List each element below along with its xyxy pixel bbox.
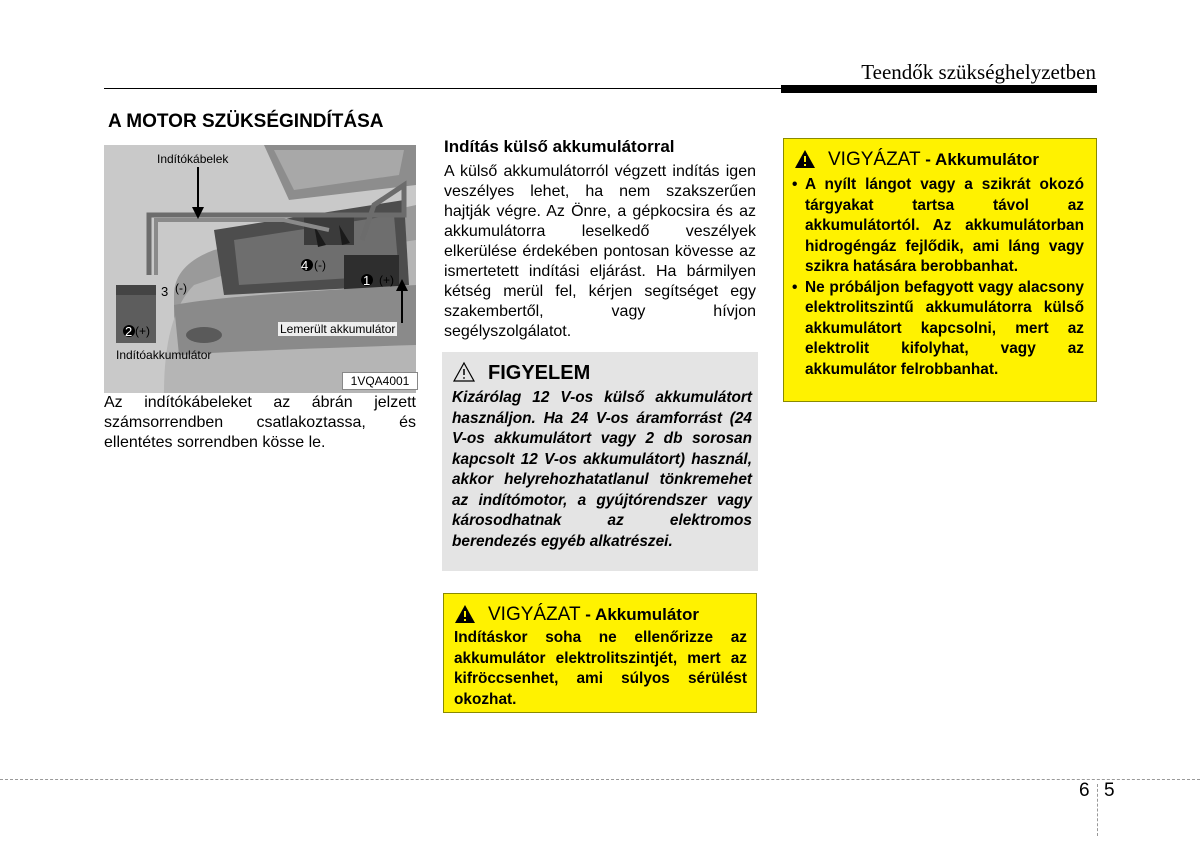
header-rule [104,88,782,89]
marker-1-number: 1 [363,273,371,288]
caution-title-main: VIGYÁZAT [828,149,921,170]
marker-2-sign: (+) [135,324,150,338]
marker-4-sign: (-) [314,258,326,272]
figure-caption: Az indítókábeleket az ábrán jelzett számsorrendben csatlakoztassa, és ellentétes sorrendben kösse le. [104,394,416,451]
warning-filled-icon [454,604,476,624]
marker-2-number: 2 [125,324,133,339]
caution-item: • Ne próbáljon befagyott vagy alacsony elektrolitszintű akkumulátorra külső akkumulátort kapcsolni, mert az elektrolit kifolyhat, vagy az akkumulátor felrobbanhat. [790,278,1084,381]
caution-title [488,604,699,626]
donor-battery-label: Indítóakkumulátor [116,348,212,362]
section-title: A MOTOR SZÜKSÉGINDÍTÁSA [108,111,384,132]
jump-start-illustration [104,145,416,393]
jump-start-heading: Indítás külső akkumulátorral [444,137,675,156]
page-chapter-number: 6 [1079,780,1090,801]
marker-3-sign: (-) [175,281,187,295]
footer-dashed-rule [0,779,1200,780]
caution-list-wrapper [790,175,1084,380]
notice-box [442,352,758,571]
jump-start-body: A külső akkumulátorról végzett indítás igen veszélyes lehet, ha nem szakszerűen hajtják végre. Az Önre, a gépkocsira és az akkumulátorra leselkedő veszélyek elkerülése érdekében pontosan kövesse az ismertetett indítási eljárást. Ha bármilyen kétség merül fel, kérjen segítséget egy szakembertől, vagy hívjon segélyszolgálatot. [444,163,756,340]
cables-label: Indítókábelek [157,152,229,166]
warning-filled-icon [794,149,816,169]
marker-1-sign: (+) [379,273,394,287]
caution-title [828,149,1039,171]
caution-box-battery-fire [783,138,1097,402]
dead-battery-label: Lemerült akkumulátor [280,322,396,336]
caution-item: • A nyílt lángot vagy a szikrát okozó tárgyakat tartsa távol az akkumulátortól. Az akkumulátorban hidrogéngáz fejlődik, ami láng vagy szikra hatására berobbanhat. [790,175,1084,278]
page-number: 5 [1104,780,1115,801]
caution-box-battery-check [443,593,757,713]
header-title: Teendők szükséghelyzetben [861,60,1096,84]
page-divider [1097,784,1098,836]
notice-title: FIGYELEM [488,362,591,384]
caution-title-sub: - Akkumulátor [920,150,1039,169]
header-rule-bar [781,85,1097,93]
caution-title-main: VIGYÁZAT [488,604,581,625]
warning-outline-icon [452,361,476,383]
caution-list [790,175,1084,380]
caution-body: Indításkor soha ne ellenőrizze az akkumulátor elektrolitszintjét, mert az kifröccsenhet, ami súlyos sérülést okozhat. [454,629,747,708]
marker-4-number: 4 [301,258,309,273]
caution-title-sub: - Akkumulátor [580,605,699,624]
notice-body: Kizárólag 12 V-os külső akkumulátort használjon. Ha 24 V-os áramforrást (24 V-os akkumulátort vagy 2 db sorosan kapcsolt 12 V-os akkumulátort) használ, akkor helyrehozhatatlanul tönkremehet az indítómotor, a gyújtórendszer vagy károsodhatnak az elektromos berendezés egyéb alkatrészei. [452,389,752,550]
marker-3-number: 3 [161,284,169,299]
figure-code: 1VQA4001 [342,372,418,390]
